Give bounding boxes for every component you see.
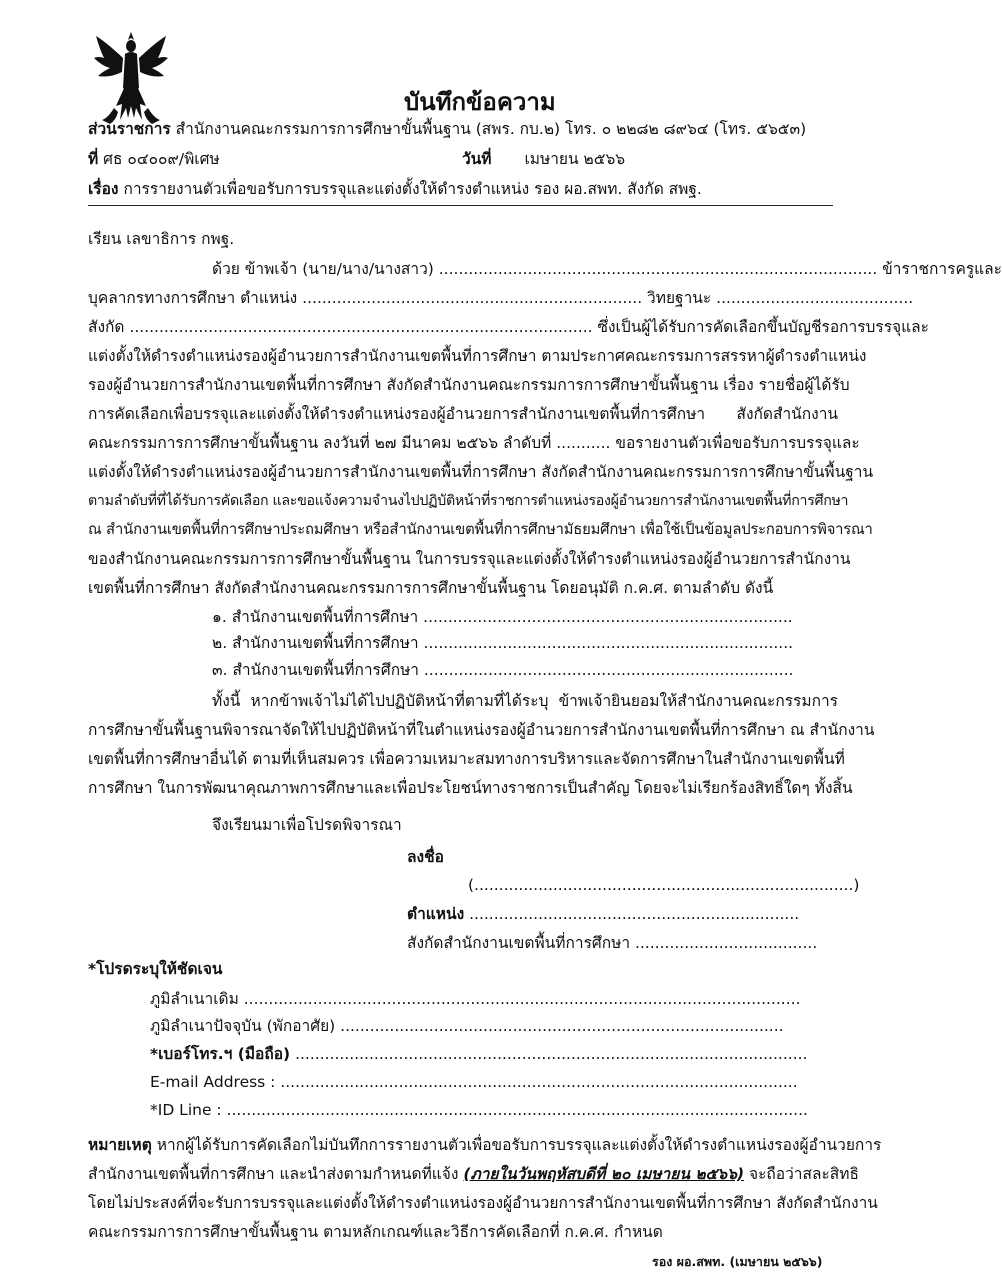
- note-line: โดยไม่ประสงค์ที่จะรับการบรรจุและแต่งตั้งให้ดำรงตำแหน่งรองผู้อำนวยการสำนักงานเขตพื้นที่การศึกษา สังกัดสำนักงาน: [88, 1194, 878, 1212]
- consent-line: การศึกษาขั้นพื้นฐานพิจารณาจัดให้ไปปฏิบัติหน้าที่ในตำแหน่งรองผู้อำนวยการสำนักงานเขตพื้นที่การศึกษา ณ สำนักงาน: [88, 721, 875, 739]
- date-row: [462, 148, 625, 170]
- subject-value: การรายงานตัวเพื่อขอรับการบรรจุและแต่งตั้งให้ดำรงตำแหน่ง รอง ผอ.สพท. สังกัด สพฐ.: [123, 180, 702, 198]
- phone-dots: ........................................................................................................: [295, 1045, 808, 1063]
- consent-line: การศึกษา ในการพัฒนาคุณภาพการศึกษาและเพื่อประโยชน์ทางราชการเป็นสำคัญ โดยจะไม่เรียกร้องสิทธิ์ใดๆ ทั้งสิ้น: [88, 779, 853, 797]
- ref-value: ศธ ๐๔๐๐๙/พิเศษ: [103, 150, 220, 168]
- line-id-line: *ID Line : ......................................................................................................................: [150, 1101, 808, 1119]
- garuda-emblem-icon: [92, 28, 170, 128]
- agency-label: ส่วนราชการ: [88, 120, 171, 138]
- note-text: หากผู้ได้รับการคัดเลือกไม่บันทึกการรายงานตัวเพื่อขอรับการบรรจุและแต่งตั้งให้ดำรงตำแหน่งรองผู้อำนวยการ: [156, 1136, 882, 1154]
- body-line: ตามลำดับที่ที่ได้รับการคัดเลือก และขอแจ้งความจำนงไปปฏิบัติหน้าที่ราชการตำแหน่งรองผู้อำนวยการสำนักงานเขตพื้นที่การศึกษา: [88, 493, 849, 509]
- body-line: แต่งตั้งให้ดำรงตำแหน่งรองผู้อำนวยการสำนักงานเขตพื้นที่การศึกษา ตามประกาศคณะกรรมการสรรหาผู้ดำรงตำแหน่ง: [88, 347, 867, 365]
- note-text: สำนักงานเขตพื้นที่การศึกษา และนำส่งตามกำหนดที่แจ้ง: [88, 1165, 459, 1183]
- choice-item: ๒. สำนักงานเขตพื้นที่การศึกษา ...........................................................................: [212, 634, 794, 652]
- header-divider: [88, 205, 833, 206]
- body-line: คณะกรรมการการศึกษาขั้นพื้นฐาน ลงวันที่ ๒๗ มีนาคม ๒๕๖๖ ลำดับที่ ........... ขอรายงานตัวเพื่อขอรับการบรรจุและ: [88, 434, 860, 452]
- body-line: ณ สำนักงานเขตพื้นที่การศึกษาประถมศึกษา หรือสำนักงานเขตพื้นที่การศึกษามัธยมศึกษา เพื่อใช้เป็นข้อมูลประกอบการพิจารณา: [88, 521, 873, 538]
- email-line: E-mail Address : .........................................................................................................: [150, 1073, 798, 1091]
- body-line: รองผู้อำนวยการสำนักงานเขตพื้นที่การศึกษา สังกัดสำนักงานคณะกรรมการการศึกษาขั้นพื้นฐาน เรื่อง รายชื่อผู้ได้รับ: [88, 376, 850, 394]
- consent-line: ทั้งนี้ หากข้าพเจ้าไม่ได้ไปปฏิบัติหน้าที่ตามที่ได้ระบุ ข้าพเจ้ายินยอมให้สำนักงานคณะกรรมการ: [212, 692, 838, 710]
- choice-item: ๓. สำนักงานเขตพื้นที่การศึกษา ...........................................................................: [212, 661, 794, 679]
- note-label: หมายเหตุ: [88, 1136, 152, 1154]
- ref-row: [88, 148, 220, 170]
- ref-label: ที่: [88, 150, 99, 168]
- name-line: (.............................................................................): [468, 876, 860, 894]
- contact-heading: *โปรดระบุให้ชัดเจน: [88, 960, 223, 978]
- body-line: การคัดเลือกเพื่อบรรจุและแต่งตั้งให้ดำรงตำแหน่งรองผู้อำนวยการสำนักงานเขตพื้นที่การศึกษา สังกัดสำนักงาน: [88, 405, 838, 423]
- subject-label: เรื่อง: [88, 180, 119, 198]
- body-line: เขตพื้นที่การศึกษา สังกัดสำนักงานคณะกรรมการการศึกษาขั้นพื้นฐาน โดยอนุมัติ ก.ค.ศ. ตามลำดับ ดังนี้: [88, 579, 774, 597]
- note-line: คณะกรรมการการศึกษาขั้นพื้นฐาน ตามหลักเกณฑ์และวิธีการคัดเลือกที่ ก.ค.ศ. กำหนด: [88, 1223, 663, 1241]
- body-line: ของสำนักงานคณะกรรมการการศึกษาขั้นพื้นฐาน ในการบรรจุและแต่งตั้งให้ดำรงตำแหน่งรองผู้อำนวยการสำนักงาน: [88, 550, 851, 568]
- phone-label: *เบอร์โทร.ฯ (มือถือ): [150, 1045, 291, 1063]
- body-line: สังกัด .............................................................................................. ซึ่งเป็นผู้ได้รับการคัดเลือกขึ้นบัญชีรอการบรรจุและ: [88, 318, 929, 336]
- note-line: [88, 1134, 882, 1156]
- note-line: [88, 1163, 859, 1185]
- hometown-line: ภูมิลำเนาเดิม .................................................................................................................: [150, 990, 801, 1008]
- body-line: บุคลากรทางการศึกษา ตำแหน่ง ..................................................................... วิทยฐานะ ........................................: [88, 289, 914, 307]
- agency-row: [88, 118, 806, 140]
- closing-text: จึงเรียนมาเพื่อโปรดพิจารณา: [212, 816, 402, 834]
- current-address-line: ภูมิลำเนาปัจจุบัน (พักอาศัย) ..........................................................................................: [150, 1017, 784, 1035]
- phone-row: [150, 1043, 807, 1065]
- salutation: เรียน เลขาธิการ กพฐ.: [88, 230, 235, 248]
- note-text: จะถือว่าสละสิทธิ: [748, 1165, 859, 1183]
- date-label: วันที่: [462, 150, 492, 168]
- body-line: ด้วย ข้าพเจ้า (นาย/นาง/นางสาว) ......................................................................................... ข้าราชการครูและ: [212, 260, 1002, 278]
- memo-title: บันทึกข้อความ: [404, 88, 556, 116]
- position-dots: ...................................................................: [469, 905, 800, 923]
- sign-label: ลงชื่อ: [407, 848, 444, 866]
- consent-line: เขตพื้นที่การศึกษาอื่นได้ ตามที่เห็นสมควร เพื่อความเหมาะสมทางการบริหารและจัดการศึกษาในสำนักงานเขตพื้นที่: [88, 750, 845, 768]
- position-label: ตำแหน่ง: [407, 905, 465, 923]
- body-line: แต่งตั้งให้ดำรงตำแหน่งรองผู้อำนวยการสำนักงานเขตพื้นที่การศึกษา สังกัดสำนักงานคณะกรรมการการศึกษาขั้นพื้นฐาน: [88, 463, 874, 481]
- subject-row: [88, 178, 702, 200]
- footer-code: รอง ผอ.สพท. (เมษายน ๒๕๖๖): [652, 1254, 823, 1269]
- agency-value: สำนักงานคณะกรรมการการศึกษาขั้นพื้นฐาน (สพร. กบ.๒) โทร. ๐ ๒๒๘๒ ๘๙๖๔ (โทร. ๕๖๕๓): [175, 120, 807, 138]
- date-value: เมษายน ๒๕๖๖: [524, 150, 626, 168]
- note-deadline: (ภายในวันพฤหัสบดีที่ ๒๐ เมษายน ๒๕๖๖): [463, 1165, 745, 1183]
- office-line: สังกัดสำนักงานเขตพื้นที่การศึกษา .....................................: [407, 934, 818, 952]
- position-row: [407, 903, 799, 925]
- choice-item: ๑. สำนักงานเขตพื้นที่การศึกษา ...........................................................................: [212, 608, 793, 626]
